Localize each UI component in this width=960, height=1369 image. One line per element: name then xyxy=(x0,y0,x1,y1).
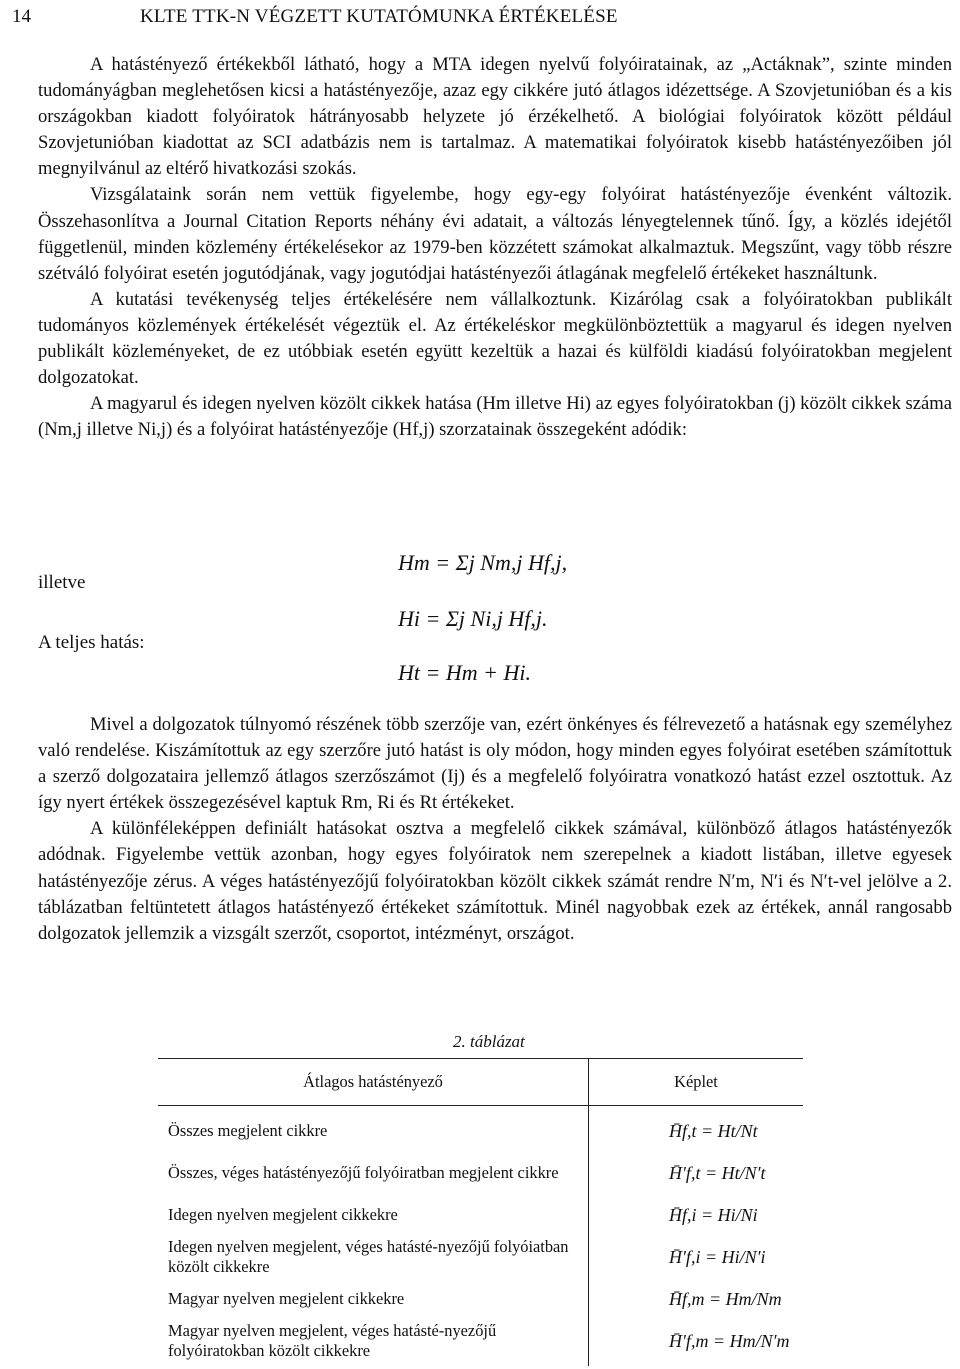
column-header-average: Átlagos hatástényező xyxy=(158,1059,589,1106)
row-label: Összes, véges hatástényezőjű folyóiratban megjelent cikkre xyxy=(158,1148,589,1198)
page-number: 14 xyxy=(12,6,31,27)
row-label: Idegen nyelven megjelent cikkekre xyxy=(158,1198,589,1232)
formula-block xyxy=(38,548,952,688)
paragraph: A különféleképpen definiált hatásokat osztva a megfelelő cikkek számával, különböző átlagos hatástényezők adódnak. Figyelembe vettük azonban, hogy egyes folyóiratok nem szerepelnek a kiadott listában, illetve egyesek hatástényezője zérus. A véges hatástényezőjű folyóiratokban közölt cikkek számát rendre N′m, N′i és N′t-vel jelölve a 2. táblázatban feltüntetett átlagos hatástényező értékeket számítottuk. Minél nagyobbak ezek az értékek, annál rangosabb dolgozatok jellemzik a vizsgált szerzőt, csoportot, intézményt, országot. xyxy=(38,818,952,944)
row-formula: H̄′f,i = Hi/N′i xyxy=(669,1247,766,1267)
row-formula: H̄f,i = Hi/Ni xyxy=(669,1205,758,1225)
table-row xyxy=(158,1148,803,1198)
table-2 xyxy=(158,1058,803,1366)
table-row xyxy=(158,1232,803,1282)
row-label: Magyar nyelven megjelent cikkekre xyxy=(158,1282,589,1316)
table-row xyxy=(158,1198,803,1232)
table-row xyxy=(158,1106,803,1149)
row-formula: H̄′f,m = Hm/N′m xyxy=(669,1331,790,1351)
row-label: Magyar nyelven megjelent, véges hatásté-nyezőjű folyóiratokban közölt cikkekre xyxy=(158,1316,589,1366)
paragraph: Vizsgálataink során nem vettük figyelembe, hogy egy-egy folyóirat hatástényezője évenként változik. Összehasonlítva a Journal Citation Reports néhány évi adatait, a változás lényegtelennek tűnő. Így, a közlés idejétől függetlenül, minden közlemény értékelésekor az 1979-ben közzétett számokat alkalmaztuk. Megszűnt, vagy több részre szétváló folyóirat esetén jogutódjának, vagy jogutódjai hatástényezői átlagának megfelelő értékeket használtunk. xyxy=(38,184,952,284)
row-label: Idegen nyelven megjelent, véges hatásté-nyezőjű folyóiatban közölt cikkekre xyxy=(158,1232,589,1282)
table-caption: 2. táblázat xyxy=(453,1032,525,1051)
row-formula: H̄′f,t = Ht/N′t xyxy=(669,1163,766,1183)
table-row xyxy=(158,1282,803,1316)
formula-ht: Ht = Hm + Hi. xyxy=(398,660,531,685)
formula-hm: Hm = Σj Nm,j Hf,j, xyxy=(398,550,568,575)
paragraph: A kutatási tevékenység teljes értékelésére nem vállalkoztunk. Kizárólag csak a folyóiratokban publikált tudományos közlemények értékelését végeztük el. Az értékeléskor megkülönböztettük a magyarul és idegen nyelven publikált közleményeket, de ez utóbbiak esetén együtt kezeltük a hazai és külföldi kiadású folyóiratokban megjelent dolgozatokat. xyxy=(38,288,952,389)
body-text-bottom xyxy=(38,712,952,947)
running-title: KLTE TTK-N VÉGZETT KUTATÓMUNKA ÉRTÉKELÉSE xyxy=(140,6,618,27)
paragraph: A magyarul és idegen nyelven közölt cikkek hatása (Hm illetve Hi) az egyes folyóiratokban (j) közölt cikkek száma (Nm,j illetve Ni,j) és a folyóirat hatástényezője (Hf,j) szorzatainak összegeként adódik: xyxy=(38,393,952,441)
paragraph: Mivel a dolgozatok túlnyomó részének több szerzője van, ezért önkényes és félrevezető a hatásnak egy személyhez való rendelése. Kiszámítottuk az egy szerzőre jutó hatást is oly módon, hogy minden egyes folyóirat esetében számítottuk a szerző dolgozataira jellemző átlagos szerzőszámot (Ij) és a megfelelő folyóiratra vonatkozó hatást ezzel osztottuk. Az így nyert értékek összegezésével kaptuk Rm, Ri és Rt értékeket. xyxy=(38,714,952,814)
formula-hi: Hi = Σj Ni,j Hf,j. xyxy=(398,606,548,631)
label-illetve: illetve xyxy=(38,572,86,593)
row-formula: H̄f,m = Hm/Nm xyxy=(669,1289,782,1309)
table-row xyxy=(158,1316,803,1366)
body-text-top xyxy=(38,52,952,443)
paragraph: A hatástényező értékekből látható, hogy a MTA idegen nyelvű folyóiratainak, az „Actáknak”, szinte minden tudományágban meglehetősen kicsi a hatástényezője, azaz egy cikkére jutó átlagos idézettsége. A Szovjetunióban és a kis országokban kiadott folyóiratok hátrányosabb helyzete jó érzékelhető. A biológiai folyóiratok között például Szovjetunióban kiadottat az SCI adatbázis nem is tartalmaz. A matematikai folyóiratok kisebb hatástényezőiben jól megnyilvánul az eltérő hivatkozási szokás. xyxy=(38,54,952,180)
label-total-impact: A teljes hatás: xyxy=(38,632,145,653)
column-header-formula: Képlet xyxy=(589,1059,804,1106)
row-formula: H̄f,t = Ht/Nt xyxy=(669,1121,758,1141)
row-label: Összes megjelent cikkre xyxy=(158,1106,589,1149)
